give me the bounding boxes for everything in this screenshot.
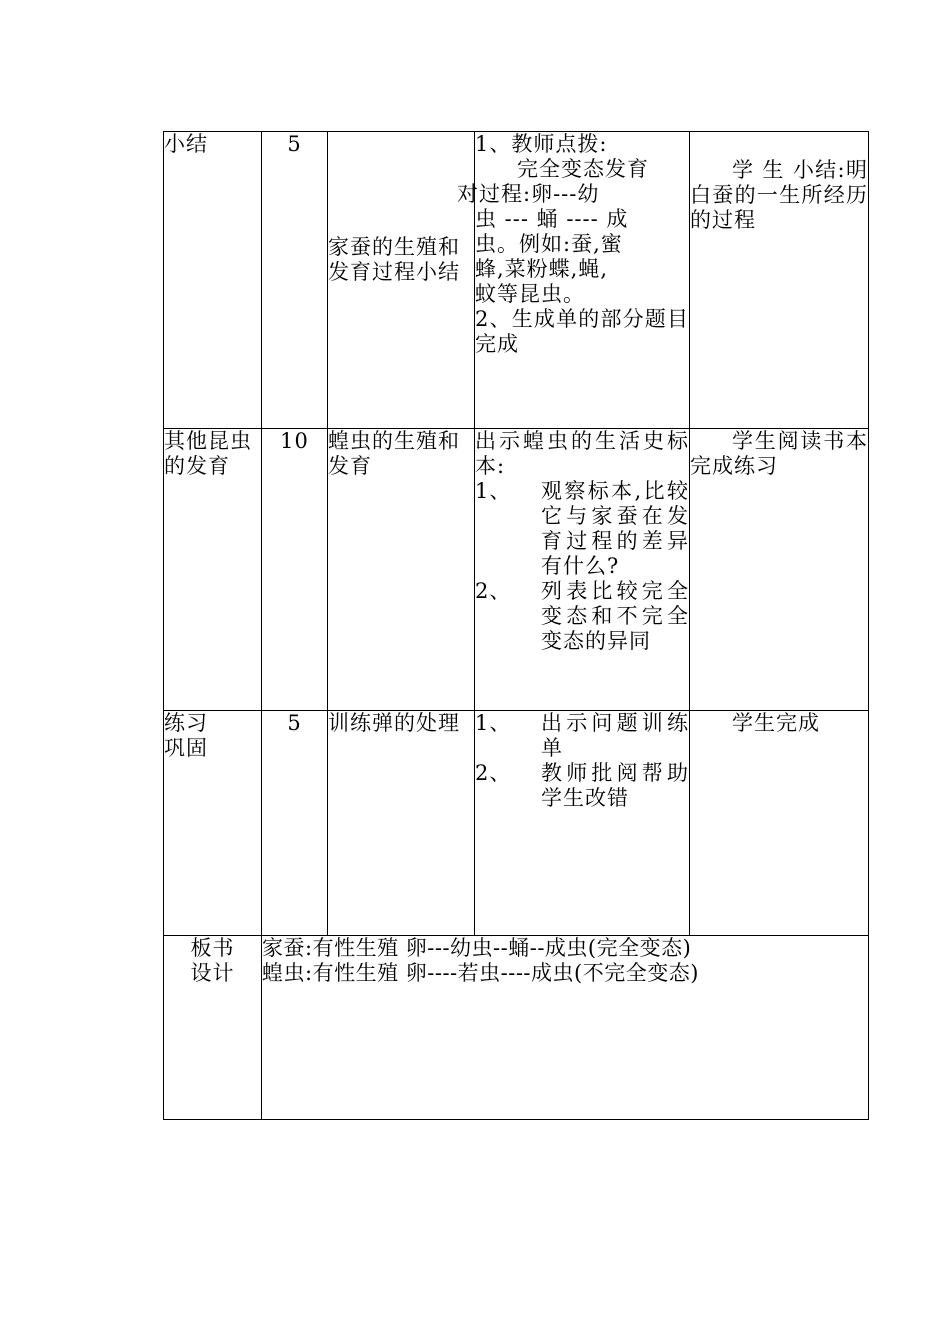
segment-content (328, 711, 475, 936)
segment-minutes: 5 (262, 711, 328, 936)
teacher-line: 虫。例如:蚕,蜜 (475, 232, 623, 256)
student-activity (690, 132, 869, 429)
item-text: 列表比较完全变态和不完全变态的异同 (541, 579, 689, 653)
table-row-practice (164, 711, 869, 936)
student-activity (690, 711, 869, 936)
item-number: 2、 (475, 579, 512, 603)
teacher-heading: 1、教师点拨: (475, 132, 608, 156)
item-number: 2、 (475, 761, 512, 785)
item-number: 1、 (475, 711, 512, 735)
segment-minutes: 5 (262, 132, 328, 429)
table-row-board (164, 936, 869, 1120)
segment-name: 小结 (164, 132, 262, 429)
board-design (262, 936, 869, 1120)
student-activity (690, 429, 869, 711)
segment-content (328, 429, 475, 711)
list-item (475, 711, 689, 761)
teacher-line: 虫 --- 蛹 ---- 成 (475, 207, 629, 231)
teacher-line: 蚊等昆虫。 (475, 282, 585, 306)
student-text: 学生完成 (732, 711, 820, 735)
item-text: 出示问题训练单 (541, 711, 689, 760)
student-text: 学生阅读书本完成练习 (690, 429, 868, 478)
table-row-summary (164, 132, 869, 429)
content-text: 家蚕的生殖和发育过程小结 (328, 235, 460, 284)
board-line: 家蚕:有性生殖 卵---幼虫--蛹--成虫(完全变态) (262, 936, 692, 960)
segment-name: 其他昆虫的发育 (164, 429, 262, 711)
item-text: 观察标本,比较它与家蚕在发育过程的差异有什么? (541, 479, 689, 578)
item-number: 1、 (475, 479, 512, 503)
content-text: 蝗虫的生殖和发育 (328, 429, 460, 478)
teacher-activity (475, 711, 690, 936)
teacher-line: 蜂,菜粉蝶,蝇, (475, 257, 609, 281)
list-item (475, 479, 689, 579)
teacher-activity (475, 429, 690, 711)
segment-name: 练习巩固 (164, 711, 262, 936)
teacher-line: 完全变态发育 (517, 157, 649, 181)
teacher-activity (457, 132, 690, 429)
segment-content (328, 132, 475, 429)
student-text: 学 生 小结:明白蚕的一生所经历的过程 (690, 158, 868, 232)
list-item (475, 579, 689, 654)
teacher-intro: 出示蝗虫的生活史标本: (475, 429, 689, 478)
table-row-other-insects (164, 429, 869, 711)
segment-minutes: 10 (262, 429, 328, 711)
teacher-line: 对过程:卵---幼 (457, 182, 600, 206)
lesson-plan-table (163, 131, 869, 1120)
board-line: 蝗虫:有性生殖 卵----若虫----成虫(不完全变态) (262, 961, 699, 985)
teacher-item: 2、生成单的部分题目完成 (475, 307, 689, 356)
content-text: 训练弹的处理 (328, 711, 460, 735)
item-text: 教师批阅帮助学生改错 (541, 761, 689, 810)
board-label: 板书设计 (164, 936, 262, 1120)
list-item (475, 761, 689, 811)
